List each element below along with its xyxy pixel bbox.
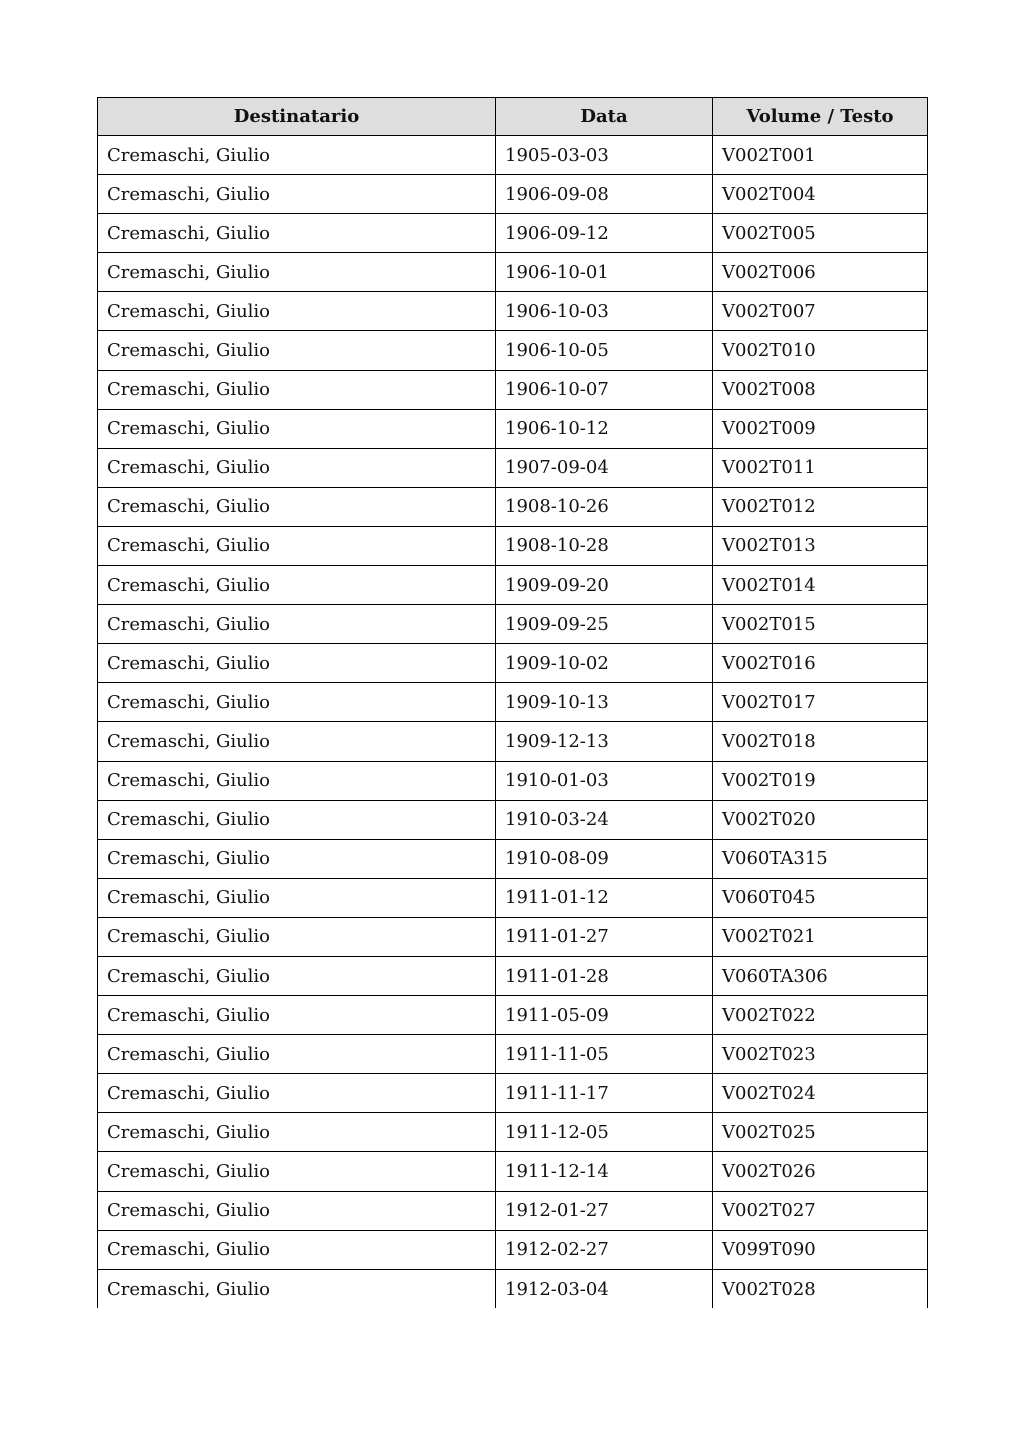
- cell-destinatario: Cremaschi, Giulio: [98, 526, 496, 565]
- cell-destinatario: Cremaschi, Giulio: [98, 956, 496, 995]
- cell-volume-testo: V002T011: [713, 448, 928, 487]
- cell-destinatario: Cremaschi, Giulio: [98, 253, 496, 292]
- cell-destinatario: Cremaschi, Giulio: [98, 331, 496, 370]
- cell-data: 1912-03-04: [496, 1269, 713, 1308]
- cell-data: 1911-01-28: [496, 956, 713, 995]
- table-row: [98, 448, 928, 487]
- table-row: [98, 1074, 928, 1113]
- cell-destinatario: Cremaschi, Giulio: [98, 605, 496, 644]
- cell-data: 1911-12-05: [496, 1113, 713, 1152]
- cell-volume-testo: V002T012: [713, 487, 928, 526]
- cell-destinatario: Cremaschi, Giulio: [98, 175, 496, 214]
- cell-destinatario: Cremaschi, Giulio: [98, 1230, 496, 1269]
- cell-volume-testo: V002T005: [713, 214, 928, 253]
- table-row: [98, 605, 928, 644]
- table-row: [98, 996, 928, 1035]
- table-row: [98, 1269, 928, 1308]
- table-row: [98, 253, 928, 292]
- cell-destinatario: Cremaschi, Giulio: [98, 409, 496, 448]
- cell-data: 1909-10-02: [496, 644, 713, 683]
- cell-volume-testo: V099T090: [713, 1230, 928, 1269]
- cell-destinatario: Cremaschi, Giulio: [98, 1269, 496, 1308]
- cell-data: 1910-08-09: [496, 839, 713, 878]
- table-row: [98, 370, 928, 409]
- cell-destinatario: Cremaschi, Giulio: [98, 800, 496, 839]
- cell-destinatario: Cremaschi, Giulio: [98, 839, 496, 878]
- cell-data: 1911-05-09: [496, 996, 713, 1035]
- cell-volume-testo: V002T023: [713, 1035, 928, 1074]
- table-row: [98, 1230, 928, 1269]
- cell-destinatario: Cremaschi, Giulio: [98, 644, 496, 683]
- table-row: [98, 136, 928, 175]
- cell-destinatario: Cremaschi, Giulio: [98, 214, 496, 253]
- table-row: [98, 214, 928, 253]
- cell-destinatario: Cremaschi, Giulio: [98, 487, 496, 526]
- table-row: [98, 800, 928, 839]
- table-row: [98, 839, 928, 878]
- cell-data: 1911-11-05: [496, 1035, 713, 1074]
- cell-destinatario: Cremaschi, Giulio: [98, 448, 496, 487]
- cell-destinatario: Cremaschi, Giulio: [98, 566, 496, 605]
- cell-data: 1912-01-27: [496, 1191, 713, 1230]
- cell-destinatario: Cremaschi, Giulio: [98, 1191, 496, 1230]
- cell-data: 1911-11-17: [496, 1074, 713, 1113]
- cell-data: 1911-01-27: [496, 917, 713, 956]
- cell-destinatario: Cremaschi, Giulio: [98, 761, 496, 800]
- cell-volume-testo: V060TA315: [713, 839, 928, 878]
- cell-volume-testo: V002T014: [713, 566, 928, 605]
- cell-volume-testo: V002T022: [713, 996, 928, 1035]
- cell-volume-testo: V002T025: [713, 1113, 928, 1152]
- cell-data: 1906-10-12: [496, 409, 713, 448]
- cell-volume-testo: V002T027: [713, 1191, 928, 1230]
- cell-destinatario: Cremaschi, Giulio: [98, 136, 496, 175]
- letters-table: [97, 97, 928, 1308]
- cell-data: 1912-02-27: [496, 1230, 713, 1269]
- table-row: [98, 1191, 928, 1230]
- cell-volume-testo: V002T028: [713, 1269, 928, 1308]
- table-row: [98, 683, 928, 722]
- cell-destinatario: Cremaschi, Giulio: [98, 1074, 496, 1113]
- cell-destinatario: Cremaschi, Giulio: [98, 996, 496, 1035]
- cell-data: 1906-10-05: [496, 331, 713, 370]
- cell-data: 1909-09-25: [496, 605, 713, 644]
- cell-data: 1906-09-08: [496, 175, 713, 214]
- cell-data: 1911-01-12: [496, 878, 713, 917]
- cell-data: 1906-10-07: [496, 370, 713, 409]
- cell-data: 1906-10-01: [496, 253, 713, 292]
- cell-volume-testo: V002T017: [713, 683, 928, 722]
- cell-data: 1909-12-13: [496, 722, 713, 761]
- header-destinatario: Destinatario: [98, 98, 496, 136]
- cell-volume-testo: V060TA306: [713, 956, 928, 995]
- table-row: [98, 409, 928, 448]
- cell-volume-testo: V002T013: [713, 526, 928, 565]
- cell-data: 1909-09-20: [496, 566, 713, 605]
- cell-data: 1910-01-03: [496, 761, 713, 800]
- table-row: [98, 1035, 928, 1074]
- cell-volume-testo: V002T015: [713, 605, 928, 644]
- cell-destinatario: Cremaschi, Giulio: [98, 1152, 496, 1191]
- header-data: Data: [496, 98, 713, 136]
- cell-data: 1907-09-04: [496, 448, 713, 487]
- table-body: [98, 136, 928, 1309]
- cell-destinatario: Cremaschi, Giulio: [98, 878, 496, 917]
- table-row: [98, 487, 928, 526]
- cell-data: 1909-10-13: [496, 683, 713, 722]
- cell-volume-testo: V002T016: [713, 644, 928, 683]
- cell-volume-testo: V002T021: [713, 917, 928, 956]
- cell-destinatario: Cremaschi, Giulio: [98, 370, 496, 409]
- table-row: [98, 566, 928, 605]
- cell-volume-testo: V002T001: [713, 136, 928, 175]
- table-row: [98, 526, 928, 565]
- table-row: [98, 1113, 928, 1152]
- table-row: [98, 956, 928, 995]
- cell-volume-testo: V002T026: [713, 1152, 928, 1191]
- cell-volume-testo: V002T018: [713, 722, 928, 761]
- cell-destinatario: Cremaschi, Giulio: [98, 683, 496, 722]
- cell-volume-testo: V002T010: [713, 331, 928, 370]
- cell-destinatario: Cremaschi, Giulio: [98, 917, 496, 956]
- cell-data: 1910-03-24: [496, 800, 713, 839]
- table-row: [98, 175, 928, 214]
- cell-volume-testo: V002T009: [713, 409, 928, 448]
- table-row: [98, 292, 928, 331]
- cell-data: 1908-10-26: [496, 487, 713, 526]
- cell-destinatario: Cremaschi, Giulio: [98, 1113, 496, 1152]
- cell-volume-testo: V002T019: [713, 761, 928, 800]
- cell-volume-testo: V002T008: [713, 370, 928, 409]
- table-row: [98, 917, 928, 956]
- table-row: [98, 1152, 928, 1191]
- cell-destinatario: Cremaschi, Giulio: [98, 1035, 496, 1074]
- cell-data: 1905-03-03: [496, 136, 713, 175]
- cell-volume-testo: V002T024: [713, 1074, 928, 1113]
- cell-volume-testo: V060T045: [713, 878, 928, 917]
- cell-volume-testo: V002T006: [713, 253, 928, 292]
- cell-volume-testo: V002T004: [713, 175, 928, 214]
- table-row: [98, 722, 928, 761]
- cell-volume-testo: V002T007: [713, 292, 928, 331]
- cell-data: 1906-10-03: [496, 292, 713, 331]
- table-row: [98, 878, 928, 917]
- cell-data: 1911-12-14: [496, 1152, 713, 1191]
- cell-data: 1906-09-12: [496, 214, 713, 253]
- table-row: [98, 331, 928, 370]
- table-header-row: [98, 98, 928, 136]
- cell-destinatario: Cremaschi, Giulio: [98, 292, 496, 331]
- header-volume-testo: Volume / Testo: [713, 98, 928, 136]
- table-row: [98, 644, 928, 683]
- table-row: [98, 761, 928, 800]
- cell-destinatario: Cremaschi, Giulio: [98, 722, 496, 761]
- cell-volume-testo: V002T020: [713, 800, 928, 839]
- cell-data: 1908-10-28: [496, 526, 713, 565]
